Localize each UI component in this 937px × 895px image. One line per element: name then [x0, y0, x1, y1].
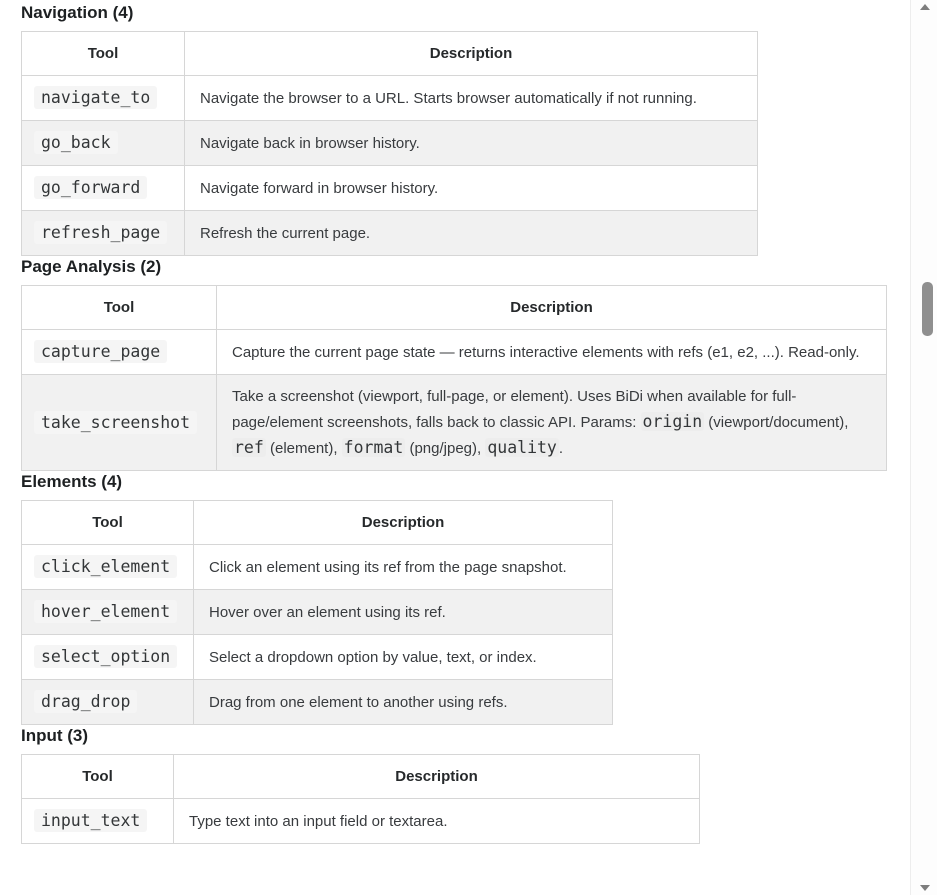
tool-name-code: go_back [34, 131, 118, 154]
tool-name-code: drag_drop [34, 690, 137, 713]
column-header-description: Description [217, 286, 887, 330]
table-row [22, 166, 758, 211]
tool-description-cell: Type text into an input field or textarea. [174, 799, 700, 844]
tools-table [21, 754, 700, 844]
table-row [22, 330, 887, 375]
tools-table [21, 285, 887, 471]
tool-name-cell [22, 799, 174, 844]
section-page-analysis [21, 256, 907, 471]
table-row [22, 76, 758, 121]
table-row [22, 375, 887, 471]
tool-name-cell [22, 121, 185, 166]
tools-table [21, 500, 613, 725]
inline-code: quality [487, 438, 557, 457]
tool-description-cell: Refresh the current page. [185, 211, 758, 256]
table-header-row [22, 755, 700, 799]
inline-code: origin [642, 412, 703, 431]
tool-description-cell: Capture the current page state — returns interactive elements with refs (e1, e2, ...). Read-only. [217, 330, 887, 375]
column-header-description: Description [174, 755, 700, 799]
table-row [22, 211, 758, 256]
tool-name-code: take_screenshot [34, 411, 197, 434]
tool-name-code: input_text [34, 809, 147, 832]
tool-description-cell: Navigate forward in browser history. [185, 166, 758, 211]
inline-code: ref [234, 438, 264, 457]
scrollbar[interactable] [910, 0, 937, 895]
column-header-tool: Tool [22, 32, 185, 76]
column-header-description: Description [194, 501, 613, 545]
table-row [22, 635, 613, 680]
tool-name-code: hover_element [34, 600, 177, 623]
section-navigation [21, 2, 907, 256]
table-row [22, 590, 613, 635]
section-heading: Navigation (4) [21, 3, 134, 22]
tool-name-cell [22, 545, 194, 590]
section-heading: Page Analysis (2) [21, 257, 162, 276]
tool-description-cell: Navigate back in browser history. [185, 121, 758, 166]
column-header-tool: Tool [22, 755, 174, 799]
tool-description-cell: Take a screenshot (viewport, full-page, or element). Uses BiDi when available for full-page/element screenshots, falls back to classic API. Params: origin (viewport/document), ref (element), format (png/jpeg), quality . [217, 375, 887, 471]
scrollbar-thumb[interactable] [922, 282, 933, 336]
table-row [22, 799, 700, 844]
table-header-row [22, 32, 758, 76]
section-elements [21, 471, 907, 725]
tool-name-cell [22, 166, 185, 211]
table-row [22, 545, 613, 590]
table-row [22, 680, 613, 725]
tools-table [21, 31, 758, 256]
tool-name-cell [22, 375, 217, 471]
tool-name-code: select_option [34, 645, 177, 668]
tool-name-cell [22, 590, 194, 635]
tool-description-cell: Select a dropdown option by value, text, or index. [194, 635, 613, 680]
tool-description-cell: Hover over an element using its ref. [194, 590, 613, 635]
table-row [22, 121, 758, 166]
tool-name-cell [22, 635, 194, 680]
table-header-row [22, 286, 887, 330]
scroll-up-icon[interactable] [920, 4, 930, 10]
column-header-tool: Tool [22, 286, 217, 330]
section-heading: Elements (4) [21, 472, 123, 491]
scroll-down-icon[interactable] [920, 885, 930, 891]
tool-name-code: click_element [34, 555, 177, 578]
section-heading: Input (3) [21, 726, 89, 745]
table-header-row [22, 501, 613, 545]
tool-name-cell [22, 330, 217, 375]
tool-description-cell: Navigate the browser to a URL. Starts browser automatically if not running. [185, 76, 758, 121]
tool-description-cell: Click an element using its ref from the page snapshot. [194, 545, 613, 590]
tool-name-code: refresh_page [34, 221, 167, 244]
tool-name-code: go_forward [34, 176, 147, 199]
tool-name-code: capture_page [34, 340, 167, 363]
tool-description-cell: Drag from one element to another using refs. [194, 680, 613, 725]
section-input [21, 725, 907, 844]
column-header-tool: Tool [22, 501, 194, 545]
tool-name-cell [22, 211, 185, 256]
tool-name-cell [22, 76, 185, 121]
inline-code: format [343, 438, 404, 457]
column-header-description: Description [185, 32, 758, 76]
tool-name-code: navigate_to [34, 86, 157, 109]
tool-name-cell [22, 680, 194, 725]
